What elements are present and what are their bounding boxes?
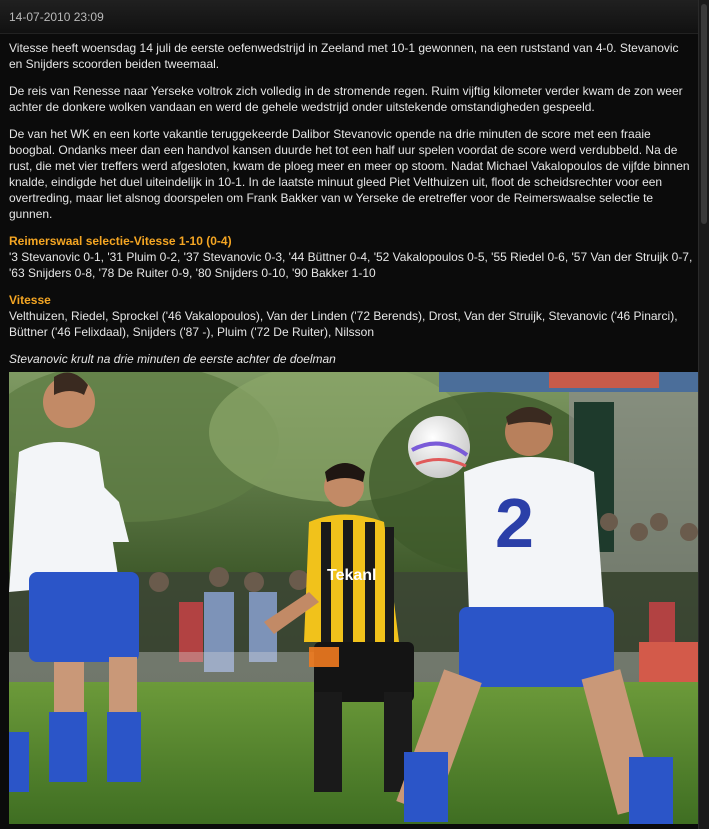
- score-title: Reimerswaal selectie-Vitesse 1-10 (0-4): [9, 234, 232, 248]
- lineup-list: Velthuizen, Riedel, Sprockel ('46 Vakalopoulos), Van der Linden ('72 Berends), Drost, Van der Struijk, Stevanovic ('46 Pinarci), Büttner ('46 Felixdaal), Snijders ('87 -), Pluim ('72 De Ruiter), Nilsson: [9, 309, 678, 339]
- match-photo: [9, 372, 699, 824]
- vertical-scrollbar[interactable]: [698, 0, 709, 829]
- score-block: [9, 233, 693, 281]
- article-datetime: 14-07-2010 23:09: [0, 0, 699, 34]
- sponsor-text: Tekanl: [327, 567, 377, 584]
- match-photo-illustration: [9, 372, 699, 824]
- goals-list: '3 Stevanovic 0-1, '31 Pluim 0-2, '37 Stevanovic 0-3, '44 Büttner 0-4, '52 Vakalopoulos 0-5, '55 Riedel 0-6, '57 Van der Struijk 0-7, '63 Snijders 0-8, '78 De Ruiter 0-9, '80 Snijders 0-10, '90 Bakker 1-10: [9, 250, 693, 280]
- paragraph-travel: De reis van Renesse naar Yerseke voltrok zich volledig in de stromende regen. Ruim vijftig kilometer verder kwam de zon weer achter de donkere wolken vandaan en werd de gehele wedstrijd onder uitstekende omstandigheden gespeeld.: [9, 84, 683, 114]
- article-content: [9, 40, 693, 378]
- paragraph-match: De van het WK en een korte vakantie teruggekeerde Dalibor Stevanovic opende na drie minuten de score met een fraaie boogbal. Ondanks meer dan een handvol kansen duurde het tot een half uur spelen voordat de score werd verdubbeld. Na de rust, die met vier treffers werd afgesloten, kwam de ploeg meer en meer op stoom. Nadat Michael Vakalopoulos de vijfde binnen knalde, eindigde het duel uiteindelijk in 10-1. In de laatste minuut gleed Piet Velthuizen uit, floot de scheidsrechter voor een overtreding, maar liet alsnog doorspelen om Frank Bakker van w Yerseke de eretreffer voor de Reimerswaalse selectie te gunnen.: [9, 127, 690, 221]
- lineup-block: [9, 292, 693, 340]
- scrollbar-thumb[interactable]: [701, 4, 707, 224]
- lineup-title: Vitesse: [9, 293, 51, 307]
- paragraph-intro: Vitesse heeft woensdag 14 juli de eerste oefenwedstrijd in Zeeland met 10-1 gewonnen, na een ruststand van 4-0. Stevanovic en Snijders scoorden beiden tweemaal.: [9, 41, 679, 71]
- photo-caption: Stevanovic krult na drie minuten de eerste achter de doelman: [9, 352, 336, 366]
- shirt-number: 2: [495, 484, 534, 562]
